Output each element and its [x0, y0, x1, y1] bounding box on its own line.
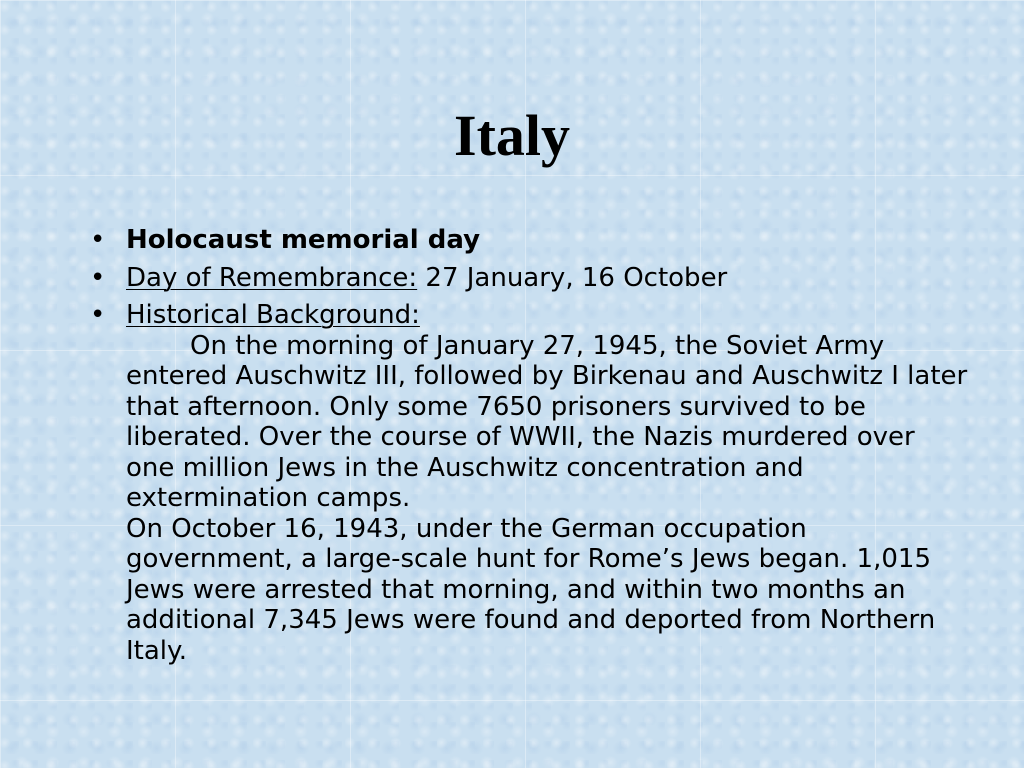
bullet-day-of-remembrance [90, 263, 970, 294]
bullet-holocaust-memorial-day [90, 225, 970, 256]
remembrance-dates: 27 January, 16 October [417, 262, 728, 293]
bullet-list [90, 225, 970, 673]
background-label: Historical Background: [126, 300, 420, 330]
bullet-historical-background [90, 300, 970, 666]
background-paragraph-1943: On October 16, 1943, under the German occupation government, a large-scale hunt for Rome’s Jews began. 1,015 Jews were arrested that morning, and within two months an additional 7,345 Jews were found and deported from Northern Italy. [126, 513, 936, 666]
bullet-heading: Holocaust memorial day [126, 225, 481, 255]
bullet-icon: • [90, 225, 106, 255]
remembrance-label: Day of Remembrance: [126, 262, 418, 293]
slide-title: Italy [454, 103, 570, 168]
bullet-icon: • [90, 262, 106, 293]
bullet-icon: • [90, 300, 106, 330]
background-paragraph-1945: On the morning of January 27, 1945, the Soviet Army entered Auschwitz III, followed by Birkenau and Auschwitz I later that afternoon. Only some 7650 prisoners survived to be liberated. Over the course of WWII, the Nazis murdered over one million Jews in the Auschwitz concentration and extermination camps. [126, 330, 968, 513]
